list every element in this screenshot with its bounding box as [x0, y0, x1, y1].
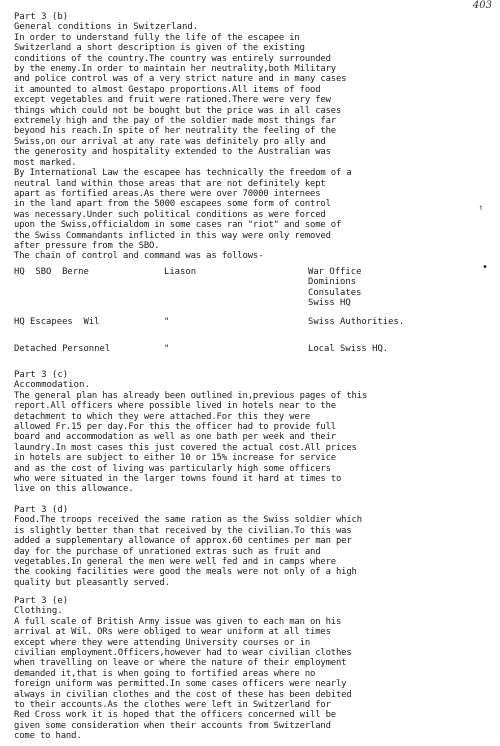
- section-b-heading: Part 3 (b): [14, 12, 69, 22]
- text-line: civilian employment.Officers,however had to wear civilian clothes: [14, 648, 352, 659]
- text-line: things which could not be bought but the price was in all cases: [14, 105, 342, 116]
- table-cell-unit: HQ SBO Berne: [14, 267, 89, 277]
- table-cell-counterpart: War Office Dominions Consulates Swiss HQ: [308, 267, 362, 309]
- section-c-subheading: Accommodation.: [14, 380, 90, 391]
- text-line: the generosity and hospitality extended to the Australian was: [14, 147, 331, 158]
- text-line: Food.The troops received the same ration as the Swiss soldier which: [14, 515, 362, 526]
- text-line: board and accommodation as well as one bath per week and their: [14, 432, 336, 443]
- text-line: In order to understand fully the life of the escapee in: [14, 32, 300, 43]
- text-line: detachment to which they were attached.For this they were: [14, 411, 311, 422]
- text-line: laundry.In most cases this just covered the actual cost.All prices: [14, 442, 357, 453]
- text-line: day for the purchase of unrationed extras such as fruit and: [14, 546, 321, 557]
- text-line: upon the Swiss,officialdom in some cases ran "riot" and some of: [14, 220, 342, 231]
- text-line: live on this allowance.: [14, 484, 134, 495]
- section-b: [14, 12, 496, 262]
- table-cell-relation: ": [164, 344, 170, 354]
- table-cell-relation: ": [164, 317, 170, 327]
- section-b-subheading: General conditions in Switzerland.: [14, 22, 199, 33]
- text-line: who were situated in the larger towns found it hard at times to: [14, 474, 342, 485]
- text-line: conditions of the country.The country was entirely surrounded: [14, 53, 331, 64]
- section-c-body: [14, 391, 496, 495]
- text-line: come to hand.: [14, 731, 82, 742]
- text-line: by the enemy.In order to maintain her neutrality,both Military: [14, 64, 336, 75]
- text-line: demanded it,that is when going to fortified areas where no: [14, 668, 316, 679]
- text-line: after pressure from the SBO.: [14, 240, 160, 251]
- section-c: [14, 370, 496, 495]
- text-line: always in civilian clothes and the cost of these has been debited: [14, 689, 352, 700]
- section-e-subheading: Clothing.: [14, 606, 63, 617]
- section-c-heading: Part 3 (c): [14, 370, 69, 380]
- section-d-heading: Part 3 (d): [14, 505, 69, 515]
- text-line: The chain of control and command was as follows-: [14, 251, 264, 262]
- text-line: allowed Fr.15 per day.For this the officer had to provide full: [14, 422, 336, 433]
- section-b-body: [14, 33, 496, 262]
- text-line: the Swiss Commandants inflicted in this way were only removed: [14, 230, 331, 241]
- text-line: added a supplementary allowance of approx.60 centimes per man per: [14, 536, 352, 547]
- table-cell-unit: HQ Escapees Wil: [14, 317, 100, 327]
- table-cell-relation: Liason: [164, 267, 197, 277]
- text-line: report.All officers where possible lived in hotels near to the: [14, 401, 336, 412]
- text-line: Red Cross work it is hoped that the officers concerned will be: [14, 710, 336, 721]
- page-number: 403: [472, 0, 492, 11]
- text-line: The general plan has already been outlined in,previous pages of this: [14, 390, 368, 401]
- text-line: to their accounts.As the clothes were left in Switzerland for: [14, 700, 331, 711]
- text-line: vegetables.In general the men were well fed and in camps where: [14, 557, 336, 568]
- text-line: Swiss,on our arrival at any rate was definitely pro ally and: [14, 136, 326, 147]
- text-line: is slightly better than that received by the civilian.To this was: [14, 525, 352, 536]
- table-cell-counterpart: Swiss Authorities.: [308, 317, 405, 327]
- text-line: arrival at Wil. ORs were obliged to wear uniform at all times: [14, 627, 331, 638]
- text-line: when travelling on leave or where the nature of their employment: [14, 658, 347, 669]
- text-line: apart as fortified areas.As there were over 70000 internees: [14, 188, 321, 199]
- margin-mark-1: ᵗ: [478, 205, 485, 216]
- text-line: and as the cost of living was particularly high some officers: [14, 463, 331, 474]
- section-e: [14, 596, 496, 742]
- text-line: extremely high and the pay of the soldier made most things far: [14, 116, 336, 127]
- text-line: A full scale of British Army issue was given to each man on his: [14, 616, 342, 627]
- text-line: the cooking facilities were good the meals were not only of a high: [14, 567, 357, 578]
- text-line: foreign uniform was permitted.In some cases officers were nearly: [14, 679, 347, 690]
- text-line: was necessary.Under such political conditions as were forced: [14, 209, 326, 220]
- text-line: given some consideration when their accounts from Switzerland: [14, 720, 331, 731]
- section-e-heading: Part 3 (e): [14, 596, 69, 606]
- text-line: except vegetables and fruit were rationed.There were very few: [14, 95, 331, 106]
- text-line: it amounted to almost Gestapo proportions.All items of food: [14, 84, 321, 95]
- table-cell-counterpart: Local Swiss HQ.: [308, 344, 389, 354]
- text-line: neutral land within those areas that are not definitely kept: [14, 178, 326, 189]
- text-line: Switzerland a short description is given of the existing: [14, 43, 305, 54]
- text-line: most marked.: [14, 157, 77, 168]
- text-line: and police control was of a very strict nature and in many cases: [14, 74, 347, 85]
- text-line: except where they were attending University courses or in: [14, 637, 311, 648]
- text-line: in the land apart from the 5000 escapees some form of control: [14, 199, 331, 210]
- table-cell-unit: Detached Personnel: [14, 344, 111, 354]
- section-d: [14, 505, 496, 588]
- margin-mark-2: •: [482, 262, 489, 273]
- text-line: By International Law the escapee has technically the freedom of a: [14, 168, 352, 179]
- section-d-body: [14, 515, 496, 588]
- text-line: in hotels are subject to either 10 or 15% increase for service: [14, 453, 336, 464]
- text-line: quality but pleasantly served.: [14, 577, 170, 588]
- table-row: [14, 267, 484, 311]
- text-line: beyond his reach.In spite of her neutrality the feeling of the: [14, 126, 336, 137]
- section-e-body: [14, 617, 496, 742]
